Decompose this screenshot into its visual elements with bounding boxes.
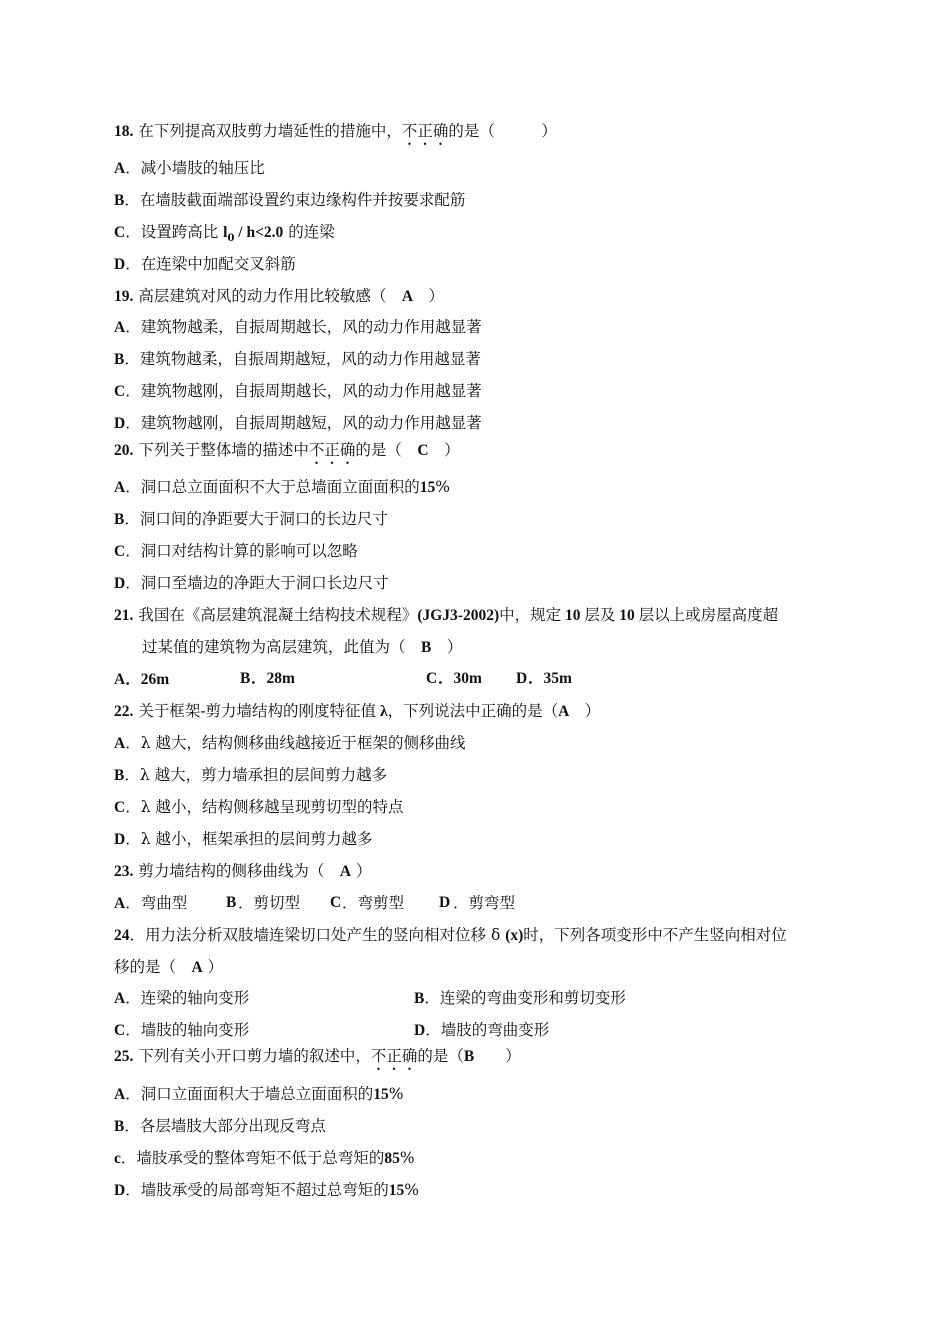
option-letter: D [114, 256, 126, 273]
option-text: ．墙肢承受的整体弯矩不低于总弯矩的 [120, 1149, 385, 1167]
option-letter: A [114, 671, 126, 688]
question-number: 22. [114, 703, 134, 720]
answer-letter: A [339, 863, 352, 880]
question-text: ．用力法分析双肢墙连梁切口处产生的竖向相对位移 [129, 926, 487, 944]
question-text: 下列有关小开口剪力墙的叙述中， [138, 1047, 371, 1065]
option-text: ．墙肢承受的局部弯矩不超过总弯矩的 [125, 1181, 389, 1199]
option-text: ．剪切型 [238, 894, 301, 912]
option-text: 的连梁 [283, 223, 335, 241]
question-22-option-d [114, 829, 372, 850]
option-number: 15 [373, 1086, 389, 1103]
question-18-option-c [114, 222, 335, 249]
question-text: 移的是（ [114, 958, 192, 976]
option-letter: B [114, 351, 125, 368]
option-letter: A [114, 735, 126, 752]
question-21-options [114, 669, 572, 690]
lambda-symbol: λ [376, 703, 388, 720]
question-text: ） [202, 958, 224, 976]
option-text: ．洞口至墙边的净距大于洞口长边尺寸 [125, 574, 389, 592]
question-18-option-a [114, 158, 265, 179]
option-letter: A [114, 160, 126, 177]
option-text: ．在墙肢截面端部设置约束边缘构件并按要求配筋 [124, 191, 466, 209]
option-text: ．弯曲型 [125, 894, 188, 912]
question-text: 层以上或房屋高度超 [638, 606, 779, 624]
question-19-option-b [114, 349, 481, 370]
option-text: ．连梁的弯曲变形和剪切变形 [424, 989, 626, 1007]
option-text: ．弯剪型 [342, 894, 405, 912]
question-text: ） [474, 1047, 521, 1065]
option-text: ．剪弯型 [453, 894, 516, 912]
delta-symbol: δ [486, 926, 506, 944]
emphasized-text: 不正确 [308, 441, 356, 459]
question-text: 关于框架-剪力墙结构的刚度特征值 [138, 702, 377, 720]
question-number: 24 [114, 927, 130, 944]
option-letter: A [114, 990, 126, 1007]
option-letter: A [114, 895, 126, 912]
option-text: ．建筑物越柔，自振周期越短，风的动力作用越显著 [124, 350, 481, 368]
question-18-option-b [114, 190, 465, 211]
percent-sign: % [388, 1085, 404, 1103]
option-text: ．35m [528, 670, 572, 687]
option-text: ．在连梁中加配交叉斜筋 [125, 255, 296, 273]
option-letter: B [114, 192, 125, 209]
option-letter: C [114, 799, 126, 816]
option-text: ．洞口对结构计算的影响可以忽略 [125, 542, 358, 560]
option-letter: B [414, 990, 425, 1007]
answer-letter: C [417, 442, 429, 459]
option-text: ．λ 越小，框架承担的层间剪力越多 [125, 830, 373, 848]
question-text: 的是（ [417, 1047, 464, 1065]
question-22-stem [114, 701, 600, 722]
option-letter: D [114, 575, 126, 592]
question-20-option-c [114, 541, 358, 562]
question-text: 层及 [584, 606, 616, 624]
question-number: 20. [114, 442, 134, 459]
question-text: ） [413, 287, 445, 305]
question-text: 的是（ ） [448, 122, 557, 140]
question-24-stem-line2 [114, 957, 223, 978]
option-text: ．减小墙肢的轴压比 [125, 159, 265, 177]
option-letter: c [114, 1150, 121, 1167]
formula-subscript: 0 [227, 233, 235, 244]
option-letter: D [516, 670, 528, 687]
question-number: 25. [114, 1048, 134, 1065]
question-text: ） [351, 862, 372, 880]
question-20-option-a [114, 477, 450, 498]
option-text: ．设置跨高比 [125, 223, 224, 241]
question-19-option-d [114, 413, 482, 434]
option-text: ．26m [125, 671, 170, 688]
option-text: ．λ 越大，结构侧移曲线越接近于框架的侧移曲线 [125, 734, 466, 752]
question-21-stem-line2 [142, 637, 462, 658]
question-text: 时，下列各项变形中不产生竖向相对位 [523, 926, 787, 944]
answer-letter: A [558, 703, 570, 720]
question-19-option-a [114, 317, 482, 338]
option-letter: D [114, 415, 126, 432]
question-18-option-d [114, 254, 296, 275]
question-text: 在下列提高双肢剪力墙延性的措施中， [138, 122, 402, 140]
question-text: 我国在《高层建筑混凝土结构技术规程》 [138, 606, 418, 624]
question-25-stem [114, 1046, 521, 1074]
option-letter: C [426, 670, 438, 687]
option-text: ．墙肢的轴向变形 [125, 1021, 250, 1039]
option-letter: C [114, 224, 126, 241]
percent-sign: % [399, 1149, 415, 1167]
question-text: 的是（ [355, 441, 418, 459]
option-letter: A [114, 319, 126, 336]
option-letter: D [439, 894, 451, 911]
question-number: 21. [114, 607, 134, 624]
option-text: ．墙肢的弯曲变形 [425, 1021, 550, 1039]
option-letter: A [114, 479, 126, 496]
question-25-option-d [114, 1180, 419, 1201]
question-23-stem [114, 861, 371, 882]
emphasized-text: 不正确 [370, 1047, 418, 1065]
option-number: 15 [419, 479, 436, 496]
answer-letter: A [401, 288, 414, 305]
question-text: ，下列说法中正确的是（ [387, 702, 559, 720]
question-25-option-b [114, 1116, 326, 1137]
option-letter: B [114, 767, 125, 784]
option-letter: D [114, 831, 126, 848]
option-letter: C [114, 543, 126, 560]
option-text: ．30m [438, 670, 482, 687]
question-text: 下列关于整体墙的描述中 [138, 441, 309, 459]
option-number: 15 [388, 1182, 405, 1199]
question-20-stem [114, 440, 460, 468]
option-text: ．洞口总立面面积不大于总墙面立面面积的 [125, 478, 420, 496]
answer-letter: B [421, 639, 432, 656]
question-20-option-b [114, 509, 388, 530]
question-20-option-d [114, 573, 389, 594]
option-letter: C [114, 1022, 126, 1039]
option-letter: D [114, 1182, 126, 1199]
question-24-options-row1 [114, 988, 674, 1009]
option-letter: C [114, 383, 126, 400]
option-text: ．28m [251, 670, 295, 687]
emphasized-text: 不正确 [401, 122, 449, 140]
question-text: ） [428, 441, 460, 459]
question-22-option-c [114, 797, 403, 818]
question-21-stem [114, 605, 778, 626]
floor-count: 10 [615, 607, 639, 624]
question-22-option-a [114, 733, 465, 754]
question-text: ） [431, 638, 463, 656]
question-23-options [114, 893, 516, 914]
option-text: ．洞口立面面积大于墙总立面面积的 [125, 1085, 374, 1103]
option-letter: A [114, 1086, 126, 1103]
option-number: 85 [384, 1150, 400, 1167]
option-text: ．连梁的轴向变形 [125, 989, 250, 1007]
question-text: 中，规定 [499, 606, 562, 624]
option-text: ．建筑物越柔，自振周期越长，风的动力作用越显著 [125, 318, 482, 336]
floor-count: 10 [561, 607, 585, 624]
option-letter: B [114, 1118, 125, 1135]
formula-ratio: / h<2.0 [234, 224, 284, 241]
option-text: ．λ 越小，结构侧移越呈现剪切型的特点 [125, 798, 404, 816]
formula-variable: (x) [505, 927, 524, 944]
question-text: 剪力墙结构的侧移曲线为（ [138, 862, 340, 880]
question-24-stem [114, 925, 787, 946]
option-letter: D [414, 1022, 426, 1039]
code-reference: (JGJ3-2002) [417, 607, 500, 624]
question-text: ） [569, 702, 601, 720]
option-letter: B [114, 511, 125, 528]
question-24-options-row2 [114, 1020, 674, 1041]
percent-sign: % [435, 478, 450, 496]
question-text: 过某值的建筑物为高层建筑，此值为（ [142, 638, 422, 656]
option-text: ．建筑物越刚，自振周期越长，风的动力作用越显著 [125, 382, 482, 400]
question-19-option-c [114, 381, 482, 402]
question-19-stem [114, 286, 444, 307]
answer-letter: A [191, 959, 203, 976]
option-text: ．建筑物越刚，自振周期越短，风的动力作用越显著 [125, 414, 482, 432]
question-25-option-c [114, 1148, 415, 1169]
option-text: ．洞口间的净距要大于洞口的长边尺寸 [124, 510, 388, 528]
question-25-option-a [114, 1084, 403, 1105]
option-letter: B [240, 670, 251, 687]
option-letter: C [330, 894, 342, 911]
option-text: ．各层墙肢大部分出现反弯点 [124, 1117, 326, 1135]
answer-letter: B [463, 1048, 475, 1065]
question-number: 19. [114, 288, 134, 305]
question-18-stem [114, 121, 557, 149]
percent-sign: % [404, 1181, 419, 1199]
option-text: ．λ 越大，剪力墙承担的层间剪力越多 [124, 766, 388, 784]
question-22-option-b [114, 765, 387, 786]
option-letter: B [226, 894, 237, 911]
question-number: 23. [114, 863, 134, 880]
question-number: 18. [114, 123, 134, 140]
formula-symbol: l [223, 224, 228, 241]
question-text: 高层建筑对风的动力作用比较敏感（ [138, 287, 402, 305]
